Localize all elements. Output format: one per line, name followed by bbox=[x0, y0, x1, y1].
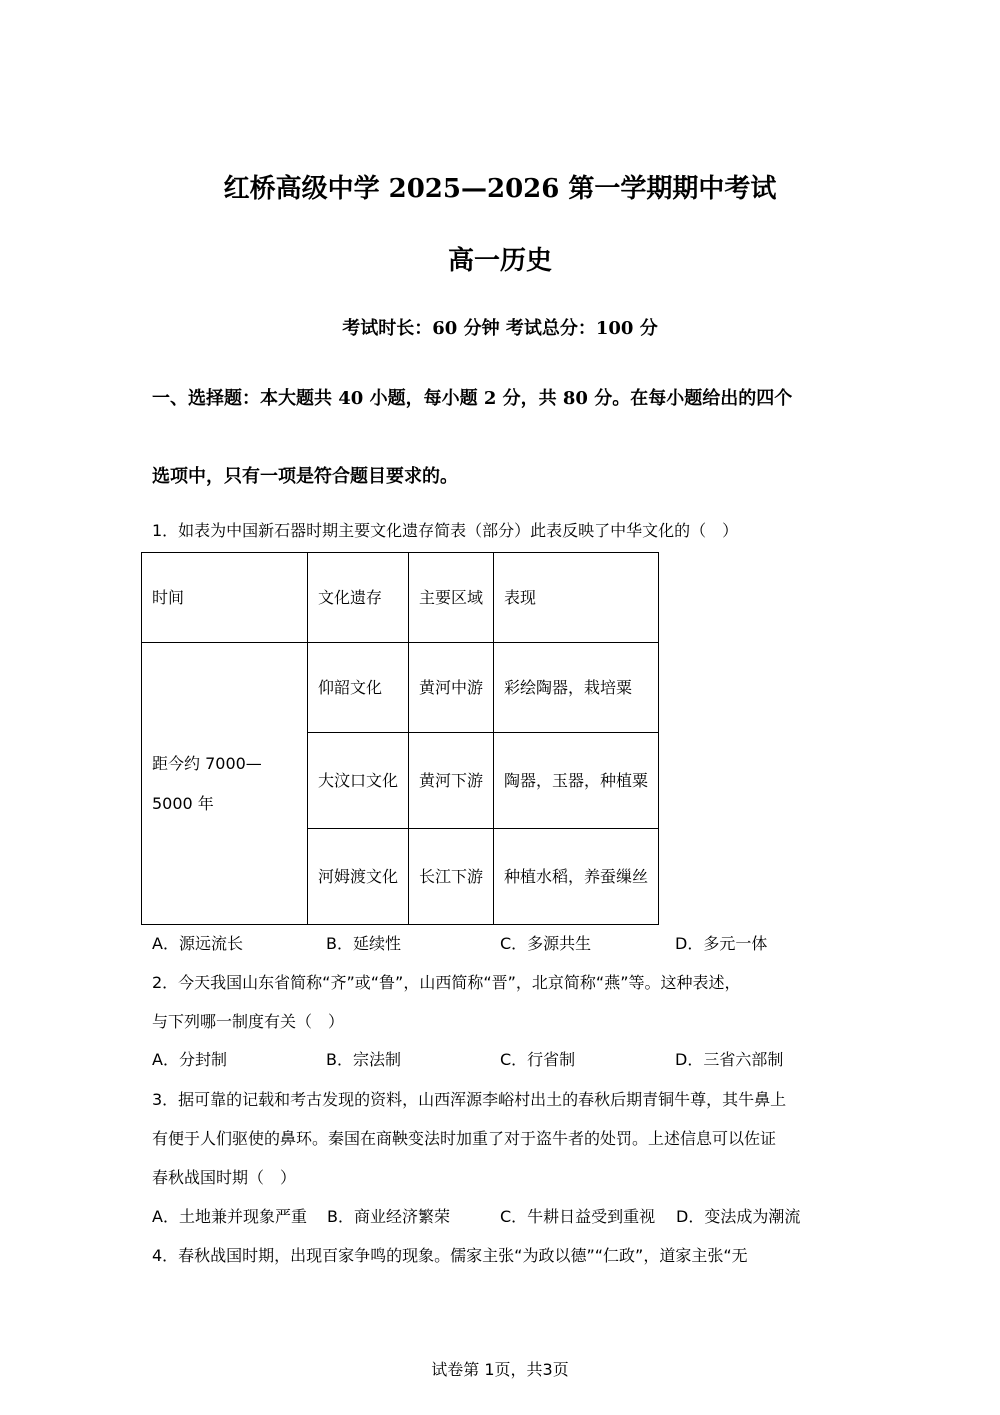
section-heading-line1: 一、选择题：本大题共 40 小题，每小题 2 分，共 80 分。在每小题给出的四个 bbox=[152, 388, 793, 409]
q3-option-d: D．变法成为潮流 bbox=[676, 1207, 801, 1226]
q1-option-d: D．多元一体 bbox=[675, 934, 768, 953]
q2-line1: 2．今天我国山东省简称“齐”或“鲁”，山西简称“晋”，北京简称“燕”等。这种表述， bbox=[152, 973, 741, 992]
q3-option-c: C．牛耕日益受到重视 bbox=[500, 1207, 656, 1226]
region-cell: 黄河下游 bbox=[409, 733, 494, 829]
header-cell-culture: 文化遗存 bbox=[308, 553, 409, 643]
q3-option-b: B．商业经济繁荣 bbox=[327, 1207, 450, 1226]
q2-option-c: C．行省制 bbox=[500, 1050, 576, 1069]
q1-stem: 1．如表为中国新石器时期主要文化遗存简表（部分）此表反映了中华文化的（ ） bbox=[152, 521, 739, 540]
header-cell-time: 时间 bbox=[142, 553, 308, 643]
q1-option-a: A．源远流长 bbox=[152, 934, 243, 953]
exam-title: 红桥高级中学 2025—2026 第一学期期中考试 bbox=[223, 174, 777, 204]
header-cell-feature: 表现 bbox=[494, 553, 659, 643]
q2-line2: 与下列哪一制度有关（ ） bbox=[152, 1012, 345, 1031]
region-cell: 黄河中游 bbox=[409, 643, 494, 733]
feature-cell: 陶器，玉器，种植粟 bbox=[494, 733, 659, 829]
page-footer: 试卷第 1页，共3页 bbox=[431, 1360, 569, 1379]
header-cell-region: 主要区域 bbox=[409, 553, 494, 643]
table-header-row bbox=[142, 553, 659, 643]
q1-option-c: C．多源共生 bbox=[500, 934, 592, 953]
q4-line1: 4．春秋战国时期，出现百家争鸣的现象。儒家主张“为政以德”“仁政”，道家主张“无 bbox=[152, 1246, 748, 1265]
region-cell: 长江下游 bbox=[409, 829, 494, 925]
q2-option-a: A．分封制 bbox=[152, 1050, 227, 1069]
q3-line3: 春秋战国时期（ ） bbox=[152, 1168, 297, 1187]
feature-cell: 种植水稻，养蚕缫丝 bbox=[494, 829, 659, 925]
culture-cell: 河姆渡文化 bbox=[308, 829, 409, 925]
q2-option-b: B．宗法制 bbox=[326, 1050, 401, 1069]
culture-cell: 大汶口文化 bbox=[308, 733, 409, 829]
exam-subject: 高一历史 bbox=[447, 246, 552, 276]
culture-table bbox=[141, 552, 659, 925]
time-cell: 距今约 7000—5000 年 bbox=[142, 643, 308, 925]
exam-info: 考试时长：60 分钟 考试总分：100 分 bbox=[342, 318, 658, 339]
culture-cell: 仰韶文化 bbox=[308, 643, 409, 733]
feature-cell: 彩绘陶器，栽培粟 bbox=[494, 643, 659, 733]
q3-line1: 3．据可靠的记载和考古发现的资料，山西浑源李峪村出土的春秋后期青铜牛尊，其牛鼻上 bbox=[152, 1090, 787, 1109]
q3-option-a: A．土地兼并现象严重 bbox=[152, 1207, 307, 1226]
q3-line2: 有便于人们驱使的鼻环。秦国在商鞅变法时加重了对于盗牛者的处罚。上述信息可以佐证 bbox=[152, 1129, 777, 1148]
q2-option-d: D．三省六部制 bbox=[675, 1050, 784, 1069]
section-heading-line2: 选项中，只有一项是符合题目要求的。 bbox=[152, 466, 458, 487]
q1-option-b: B．延续性 bbox=[326, 934, 401, 953]
table-row bbox=[142, 643, 659, 733]
